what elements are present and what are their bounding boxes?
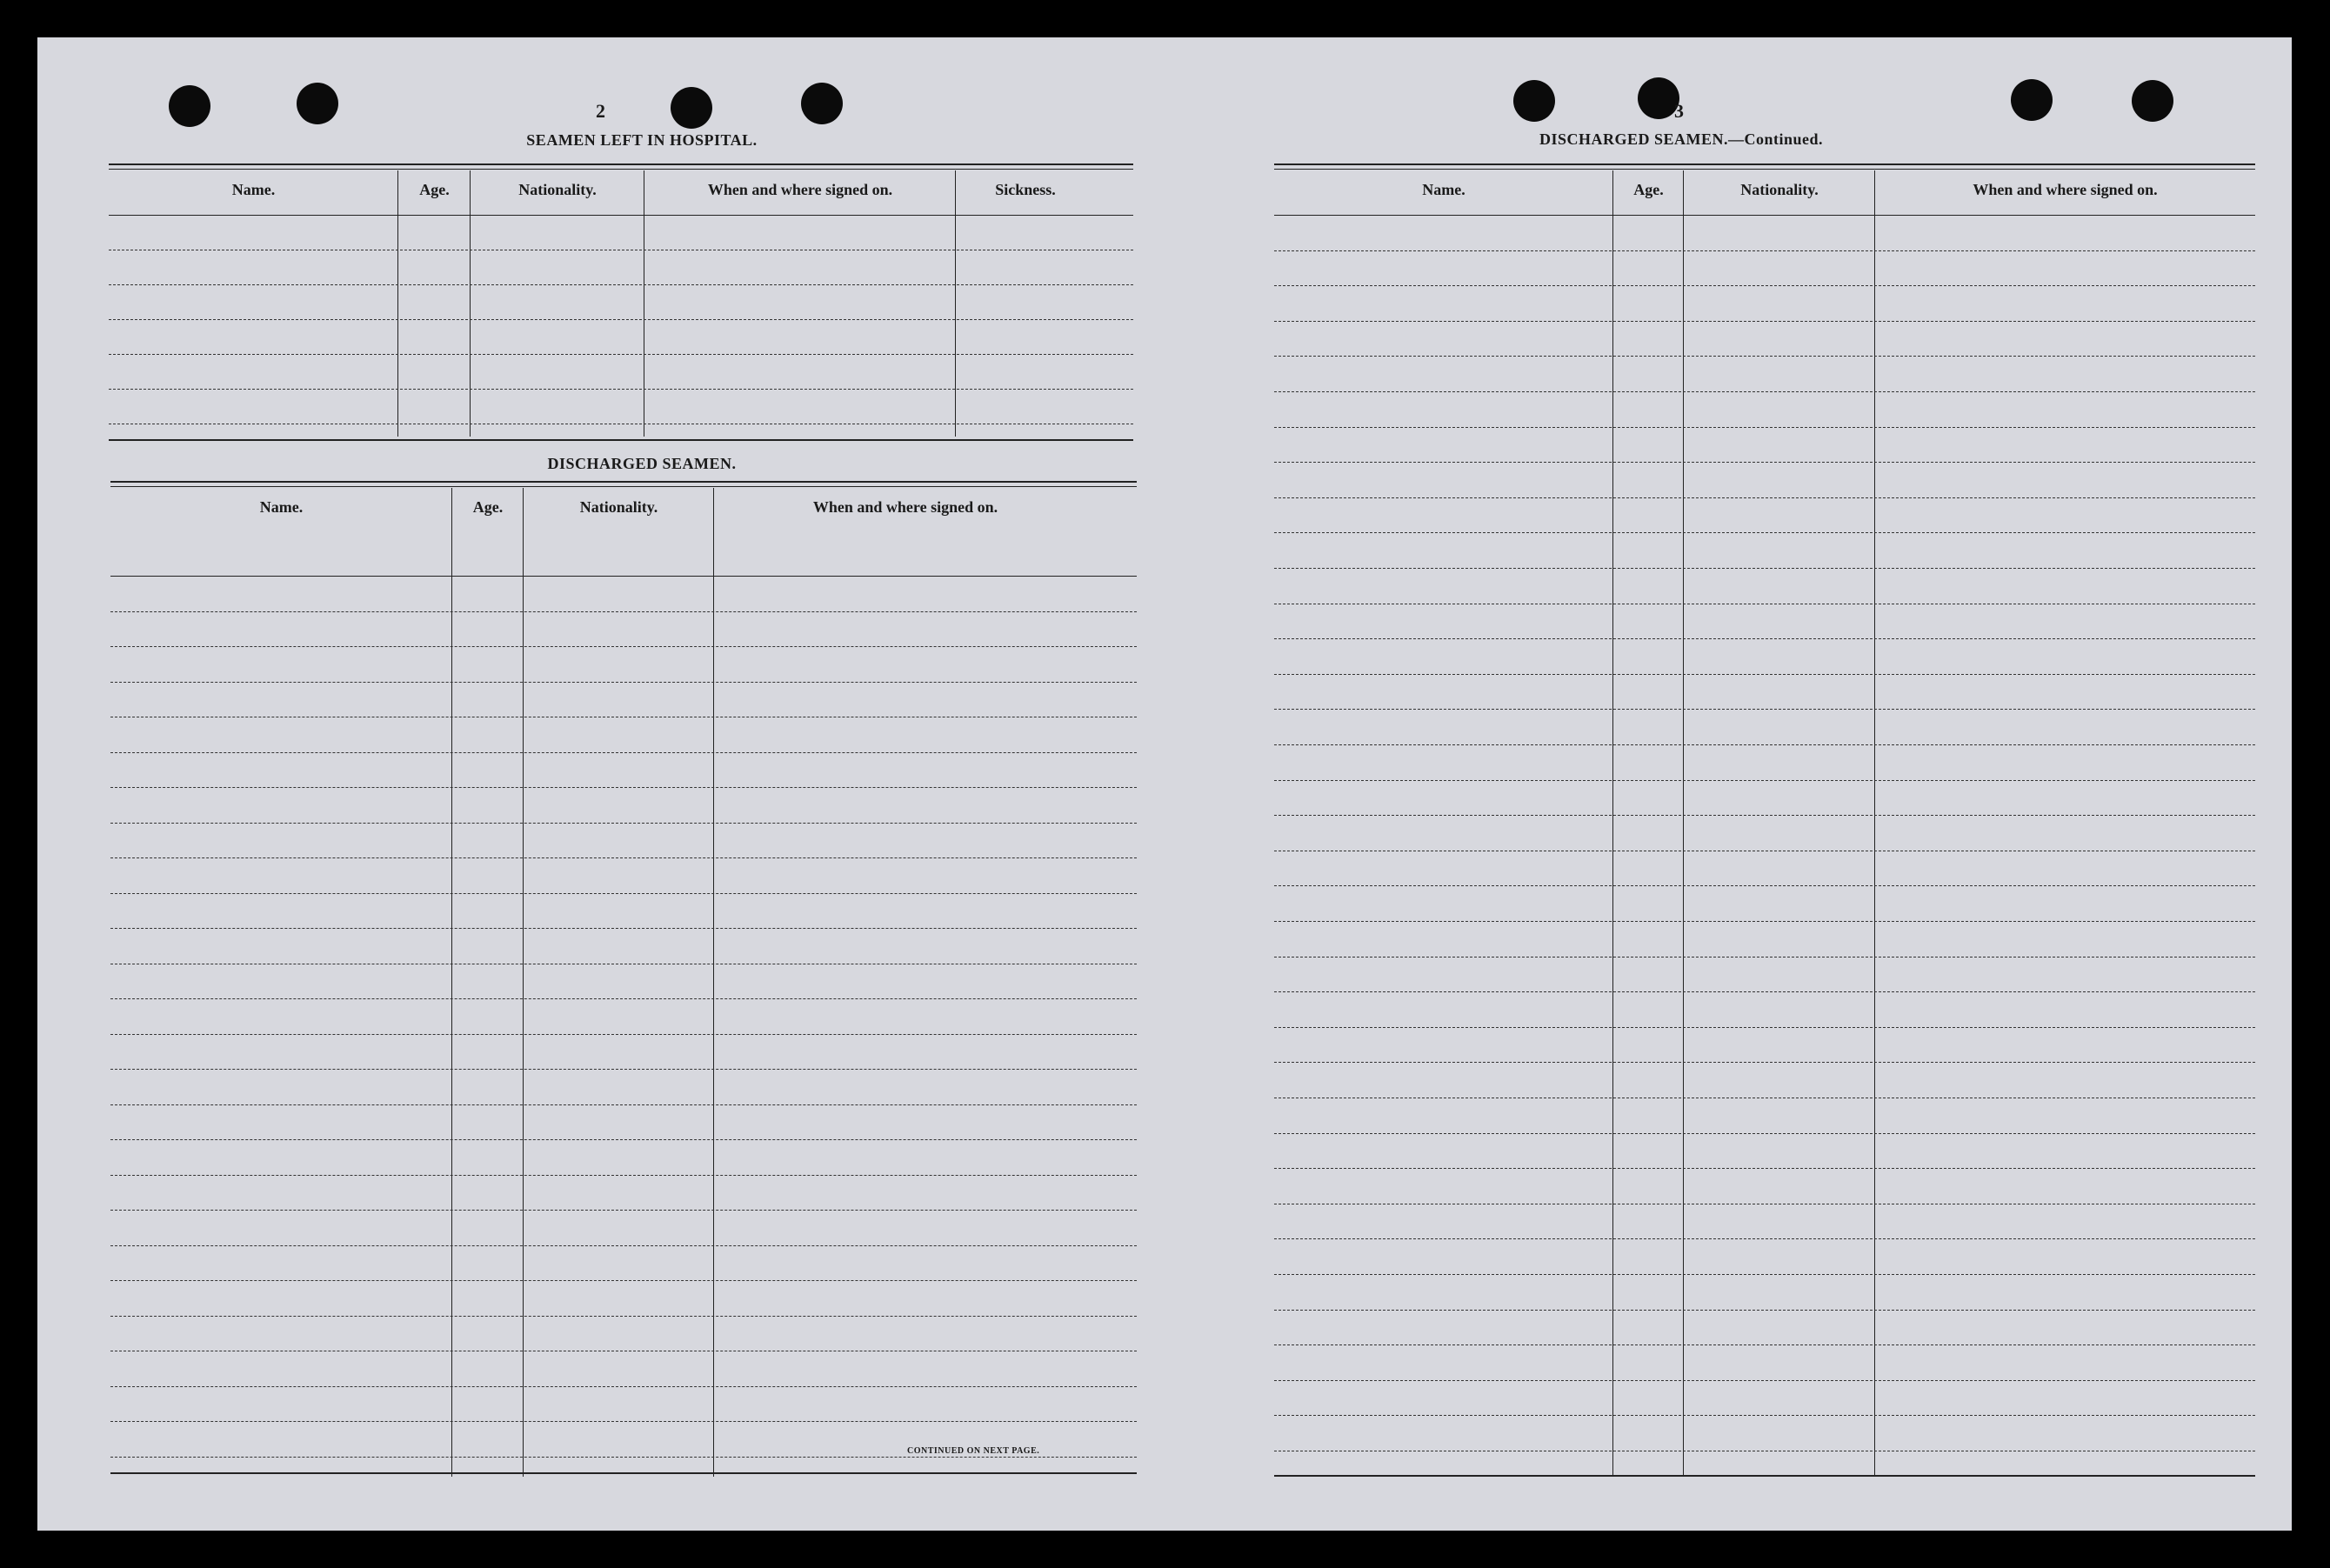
table-row: [1274, 1133, 2255, 1134]
column-header: Age.: [472, 498, 504, 516]
page-number: 3: [1674, 100, 1684, 122]
document-sheet: [37, 37, 2292, 1531]
column-header: When and where signed on.: [707, 181, 893, 198]
hospital-rows: [109, 215, 1133, 437]
table-row: [1274, 427, 2255, 428]
punch-hole-icon: [2132, 80, 2173, 122]
table-row: [1274, 1344, 2255, 1345]
table-row: [110, 1104, 1137, 1105]
punch-hole-icon: [1638, 77, 1679, 119]
table-row: [110, 998, 1137, 999]
table-row: [109, 354, 1133, 355]
hospital-section-title: SEAMEN LEFT IN HOSPITAL.: [526, 131, 758, 149]
left-page: [37, 37, 1168, 1531]
table-row: [110, 857, 1137, 858]
table-row: [1274, 532, 2255, 533]
table-row: [1274, 921, 2255, 922]
page-number: 2: [596, 100, 605, 122]
table-row: [110, 787, 1137, 788]
column-header: Nationality.: [579, 498, 658, 516]
punch-hole-icon: [1513, 80, 1555, 122]
punch-hole-icon: [2011, 79, 2053, 121]
table-row: [110, 1069, 1137, 1070]
table-row: [110, 611, 1137, 612]
column-header: Nationality.: [518, 181, 597, 198]
table-row: [1274, 1415, 2255, 1416]
table-row: [1274, 744, 2255, 745]
column-header: Name.: [231, 181, 276, 198]
column-header: Nationality.: [1740, 181, 1819, 198]
table-row: [1274, 709, 2255, 710]
table-row: [110, 823, 1137, 824]
table-row: [1274, 815, 2255, 816]
table-row: [1274, 462, 2255, 463]
table-row: [110, 1034, 1137, 1035]
table-row: [110, 1457, 1137, 1458]
discharged-continued-title: DISCHARGED SEAMEN.—Continued.: [1539, 130, 1824, 148]
table-row: [110, 646, 1137, 647]
table-row: [1274, 1238, 2255, 1239]
discharged-section-title: DISCHARGED SEAMEN.: [547, 455, 737, 472]
punch-hole-icon: [169, 85, 210, 127]
column-header: Sickness.: [995, 181, 1056, 198]
table-row: [1274, 780, 2255, 781]
table-row: [1274, 674, 2255, 675]
table-row: [110, 682, 1137, 683]
hospital-ledger: [109, 163, 1133, 442]
table-row: [109, 319, 1133, 320]
column-header: Age.: [419, 181, 450, 198]
table-row: [109, 284, 1133, 285]
table-row: [110, 1421, 1137, 1422]
discharged-continued-ledger: [1274, 163, 2255, 1477]
discharged-ledger: [110, 481, 1137, 1477]
table-row: [110, 1210, 1137, 1211]
table-row: [110, 1316, 1137, 1317]
column-header: When and where signed on.: [812, 498, 998, 516]
table-row: [1274, 497, 2255, 498]
table-row: [1274, 285, 2255, 286]
table-row: [110, 928, 1137, 929]
punch-hole-icon: [297, 83, 338, 124]
column-header: Age.: [1633, 181, 1664, 198]
table-row: [110, 1245, 1137, 1246]
right-page: [1168, 37, 2292, 1531]
table-row: [1274, 321, 2255, 322]
table-row: [1274, 1027, 2255, 1028]
punch-hole-icon: [801, 83, 843, 124]
column-header: Name.: [259, 498, 304, 516]
table-row: [1274, 991, 2255, 992]
discharged-continued-rows: [1274, 215, 2255, 1467]
column-header: Name.: [1422, 181, 1465, 198]
table-row: [1274, 1274, 2255, 1275]
table-row: [1274, 391, 2255, 392]
table-row: [1274, 250, 2255, 251]
table-row: [1274, 1062, 2255, 1063]
table-row: [1274, 568, 2255, 569]
table-row: [109, 389, 1133, 390]
table-row: [110, 1280, 1137, 1281]
table-row: [1274, 1168, 2255, 1169]
column-header: When and where signed on.: [1973, 181, 2158, 198]
table-row: [110, 1386, 1137, 1387]
table-row: [110, 752, 1137, 753]
table-row: [1274, 885, 2255, 886]
continued-footer: CONTINUED ON NEXT PAGE.: [907, 1446, 1040, 1456]
table-row: [110, 1139, 1137, 1140]
table-row: [110, 1175, 1137, 1176]
table-row: [1274, 356, 2255, 357]
table-row: [110, 893, 1137, 894]
table-row: [1274, 638, 2255, 639]
discharged-rows: [110, 576, 1137, 1463]
table-row: [1274, 1310, 2255, 1311]
table-row: [1274, 1380, 2255, 1381]
punch-hole-icon: [671, 87, 712, 129]
